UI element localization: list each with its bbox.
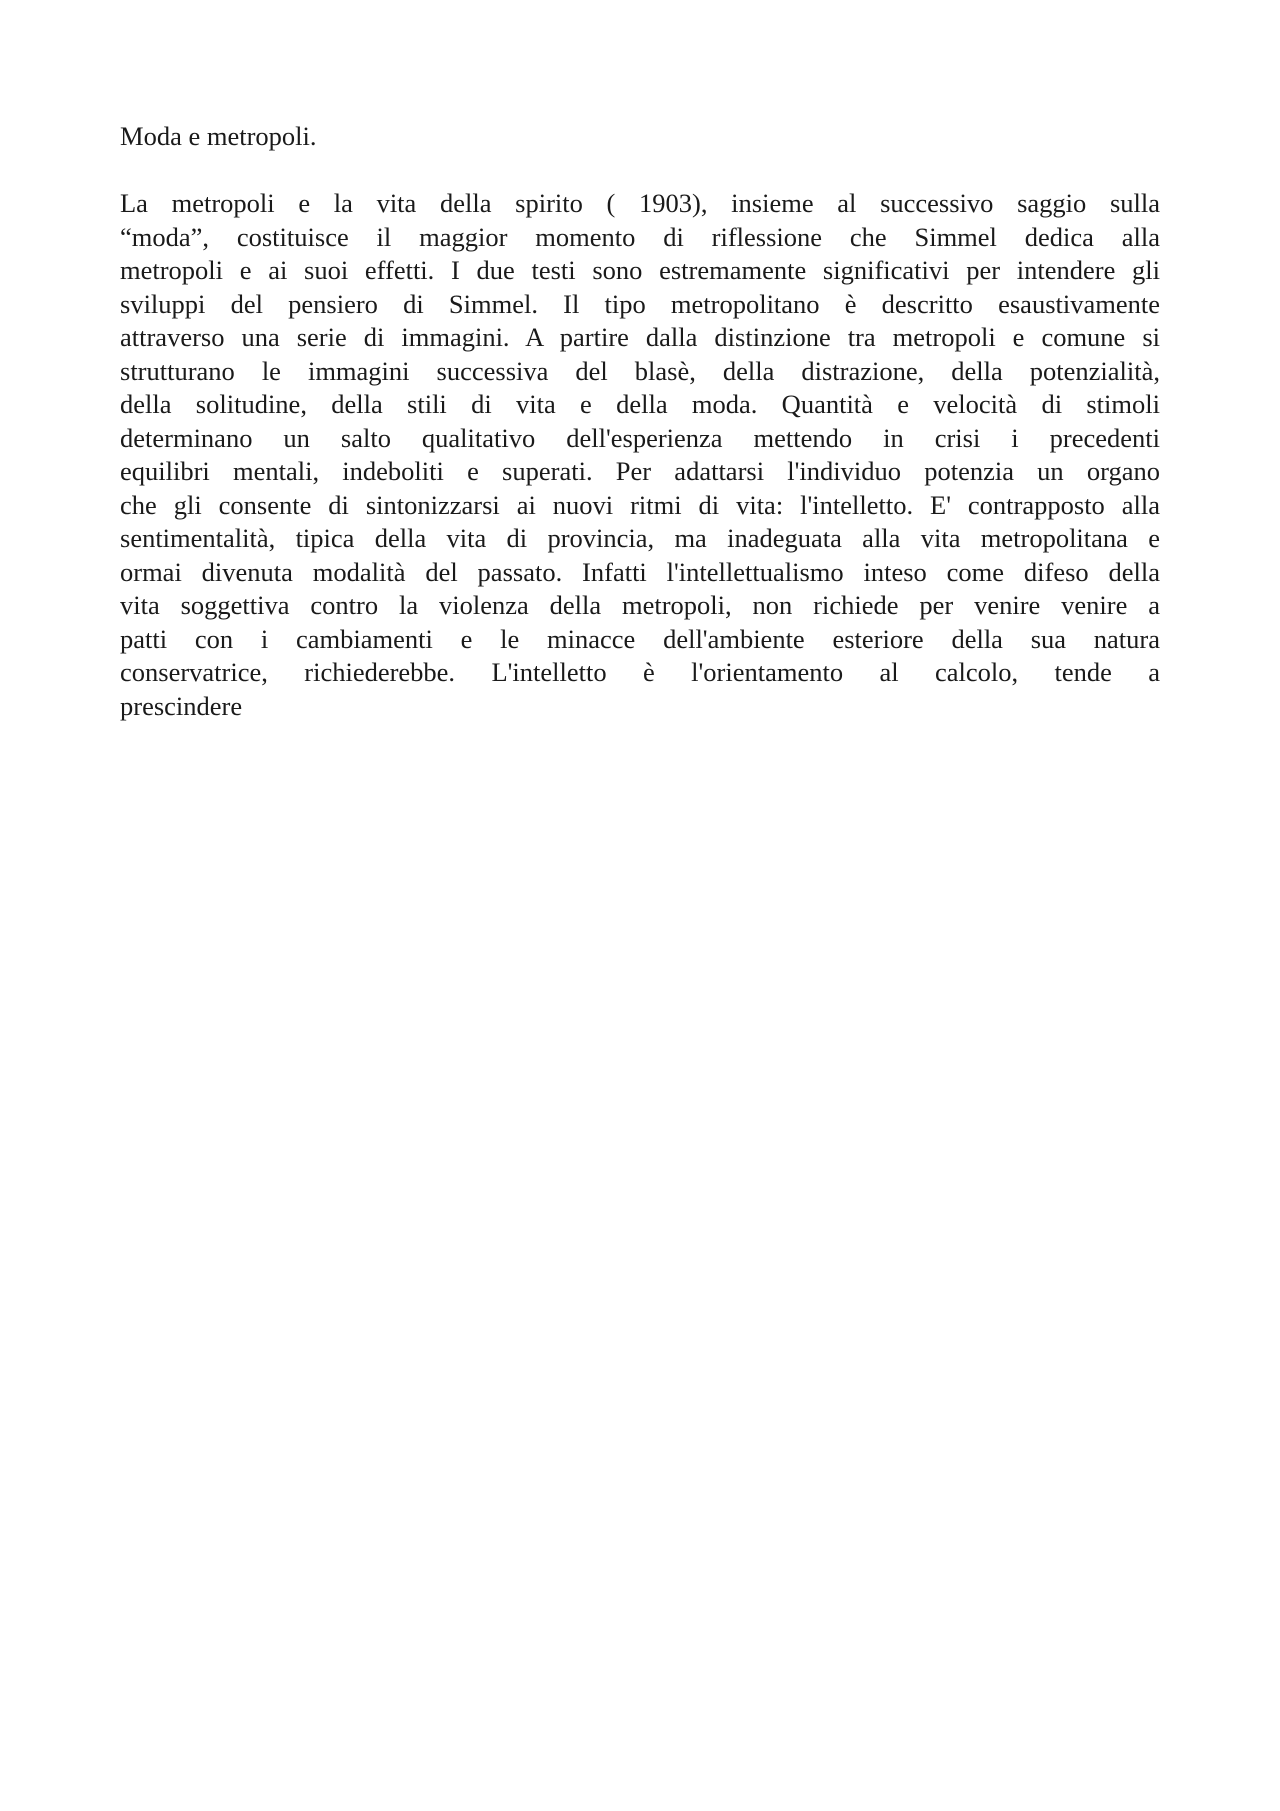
document-content [120,120,1160,723]
paragraph-line: La metropoli e la vita della spirito ( 1903), insieme al successivo saggio sulla [120,188,1160,218]
paragraph-line: della solitudine, della stili di vita e della moda. Quantità e velocità di stimoli [120,389,1160,419]
paragraph-line: sentimentalità, tipica della vita di provincia, ma inadeguata alla vita metropolitana e [120,523,1160,553]
paragraph-line: conservatrice, richiederebbe. L'intelletto è l'orientamento al calcolo, tende a [120,657,1160,687]
paragraph-line: vita soggettiva contro la violenza della metropoli, non richiede per venire venire a [120,590,1160,620]
paragraph-line: patti con i cambiamenti e le minacce dell'ambiente esteriore della sua natura [120,623,1160,654]
paragraph-line: ormai divenuta modalità del passato. Infatti l'intellettualismo inteso come difeso della [120,556,1160,587]
document-title: Moda e metropoli. [120,121,317,151]
paragraph-line: che gli consente di sintonizzarsi ai nuovi ritmi di vita: l'intelletto. E' contrapposto alla [120,489,1160,520]
paragraph-line: strutturano le immagini successiva del blasè, della distrazione, della potenzialità, [120,355,1160,386]
paragraph-line: determinano un salto qualitativo dell'esperienza mettendo in crisi i precedenti [120,422,1160,453]
paragraph-line: sviluppi del pensiero di Simmel. Il tipo metropolitano è descritto esaustivamente [120,288,1160,319]
body-paragraph [120,187,1160,723]
paragraph-line: metropoli e ai suoi effetti. I due testi sono estremamente significativi per intendere gli [120,255,1160,285]
paragraph-line: equilibri mentali, indeboliti e superati. Per adattarsi l'individuo potenzia un organo [120,456,1160,486]
paragraph-line: prescindere [120,690,243,721]
paragraph-line: attraverso una serie di immagini. A partire dalla distinzione tra metropoli e comune si [120,322,1160,352]
paragraph-line: “moda”, costituisce il maggior momento di riflessione che Simmel dedica alla [120,221,1160,252]
